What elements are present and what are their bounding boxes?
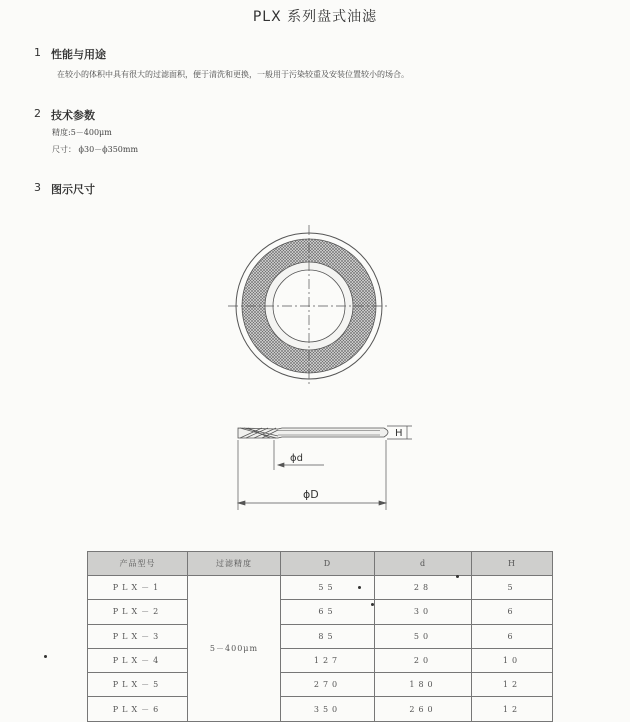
cell-precision: 5－400μm (188, 576, 281, 722)
cell-H: 6 (472, 600, 553, 624)
page-title: PLX 系列盘式油滤 (252, 9, 378, 25)
cell-d: 20 (375, 648, 472, 672)
cell-model: PLX－4 (88, 648, 188, 672)
cell-D: 85 (281, 624, 375, 648)
table-row (88, 648, 553, 672)
section-2-number: 2 (34, 107, 41, 120)
description-text: 在较小的体积中具有很大的过滤面积，便于清洗和更换，一般用于污染较重及安装位置较小的场合。 (57, 70, 409, 79)
scan-speck (358, 586, 361, 589)
label-H: H (395, 428, 403, 439)
header-D: D (281, 552, 375, 576)
cell-D: 55 (281, 576, 375, 600)
precision-param: 精度:5－400μm (52, 128, 112, 137)
cell-d: 50 (375, 624, 472, 648)
table-row (88, 576, 553, 600)
cell-H: 12 (472, 697, 553, 721)
header-precision: 过滤精度 (188, 552, 281, 576)
table-row (88, 600, 553, 624)
cell-d: 30 (375, 600, 472, 624)
cell-model: PLX－1 (88, 576, 188, 600)
table-row (88, 697, 553, 721)
cell-H: 5 (472, 576, 553, 600)
scan-speck (371, 603, 374, 606)
label-D: ϕD (303, 488, 319, 501)
cell-D: 127 (281, 648, 375, 672)
cell-d: 260 (375, 697, 472, 721)
table-row (88, 673, 553, 697)
table-header-row (88, 552, 553, 576)
cell-H: 12 (472, 673, 553, 697)
label-d: ϕd (290, 453, 303, 464)
side-view (238, 428, 388, 438)
cell-d: 180 (375, 673, 472, 697)
cell-D: 65 (281, 600, 375, 624)
header-model: 产品型号 (88, 552, 188, 576)
section-1-title: 性能与用途 (51, 48, 106, 61)
section-1-number: 1 (34, 46, 41, 59)
section-3-title: 图示尺寸 (51, 183, 95, 196)
table-row (88, 624, 553, 648)
cell-model: PLX－6 (88, 697, 188, 721)
header-H: H (472, 552, 553, 576)
cell-H: 6 (472, 624, 553, 648)
cell-H: 10 (472, 648, 553, 672)
scan-speck (456, 575, 459, 578)
size-param: 尺寸： ϕ30－ϕ350mm (52, 145, 139, 154)
cell-d: 28 (375, 576, 472, 600)
section-3-number: 3 (34, 181, 41, 194)
cell-model: PLX－3 (88, 624, 188, 648)
spec-table (87, 551, 553, 722)
cell-model: PLX－2 (88, 600, 188, 624)
scan-speck (44, 655, 47, 658)
header-d: d (375, 552, 472, 576)
cell-D: 270 (281, 673, 375, 697)
section-2-title: 技术参数 (51, 109, 95, 122)
cell-D: 350 (281, 697, 375, 721)
cell-model: PLX－5 (88, 673, 188, 697)
